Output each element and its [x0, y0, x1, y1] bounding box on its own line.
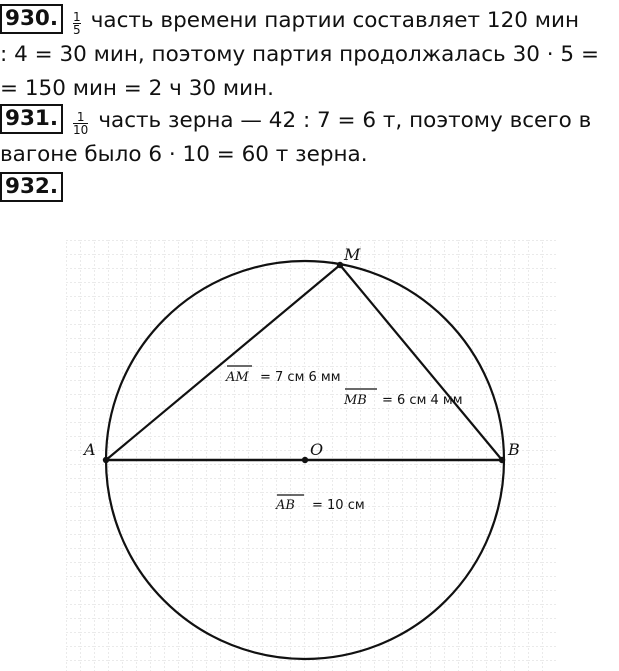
label-mb-value: = 6 см 4 мм — [382, 393, 463, 408]
problem-930-text-1: часть времени партии составляет 120 мин — [90, 8, 580, 33]
fraction-numerator: 1 — [73, 10, 81, 24]
point-o-label: O — [310, 440, 324, 459]
problem-931-number: 931. — [0, 104, 63, 134]
fraction-denominator: 10 — [73, 123, 89, 137]
label-mb: MB — [344, 393, 367, 408]
problem-931-text-1: часть зерна — 42 : 7 = 6 т, поэтому всего в — [98, 108, 592, 133]
point-m-label: M — [344, 245, 361, 264]
problem-930-number: 930. — [0, 4, 63, 34]
problem-932-number: 932. — [0, 172, 63, 202]
point-a-label: A — [84, 440, 96, 459]
point-m-dot — [337, 262, 343, 268]
problem-930-text-2: : 4 = 30 мин, поэтому партия продолжалась 30 · 5 = — [0, 42, 599, 67]
label-ab: AB — [276, 498, 295, 513]
point-a-dot — [103, 457, 109, 463]
label-am-value: = 7 см 6 мм — [260, 370, 341, 385]
label-ab-value: = 10 см — [312, 498, 365, 513]
label-am: AM — [226, 370, 249, 385]
fraction-numerator: 1 — [76, 110, 85, 124]
point-b-dot — [499, 457, 505, 463]
problem-930-text-3: = 150 мин = 2 ч 30 мин. — [0, 76, 274, 101]
fraction-denominator: 5 — [73, 23, 81, 37]
point-b-label: B — [508, 440, 520, 459]
point-o-dot — [302, 457, 308, 463]
problem-931-text-2: вагоне было 6 · 10 = 60 т зерна. — [0, 142, 368, 167]
